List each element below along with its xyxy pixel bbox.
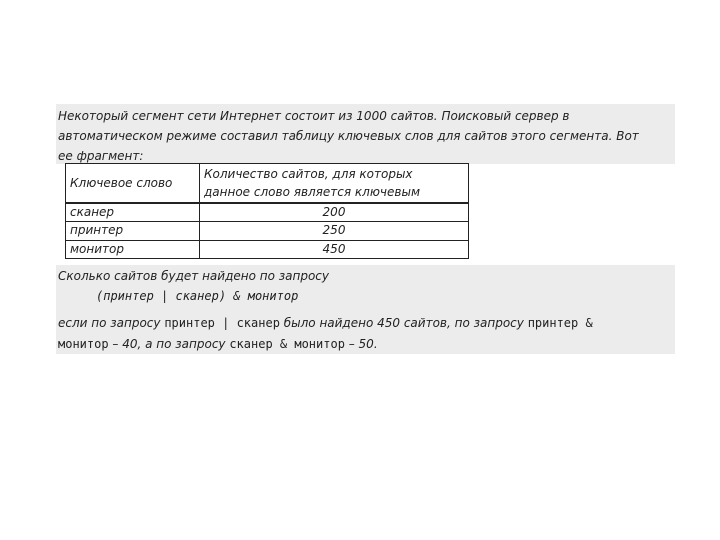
row-keyword: сканер bbox=[66, 203, 200, 222]
question-line-1: Сколько сайтов будет найдено по запросу bbox=[58, 269, 329, 283]
header-count-line-1: Количество сайтов, для которых bbox=[204, 167, 413, 181]
cond-query-and-2: сканер & монитор bbox=[229, 337, 345, 351]
keyword-table bbox=[65, 163, 469, 259]
table-header-row bbox=[66, 164, 469, 204]
header-count-line-2: данное слово является ключевым bbox=[204, 185, 420, 199]
intro-line-2: автоматическом режиме составил таблицу ключевых слов для сайтов этого сегмента. Вот bbox=[58, 129, 639, 143]
intro-block bbox=[56, 104, 675, 164]
row-keyword: принтер bbox=[66, 222, 200, 240]
header-keyword: Ключевое слово bbox=[66, 164, 200, 204]
query-expression: (принтер | сканер) & монитор bbox=[96, 289, 299, 303]
row-keyword: монитор bbox=[66, 240, 200, 258]
cond-query-or: принтер | сканер bbox=[164, 316, 280, 330]
cond-text-f: – 40, а по запросу bbox=[108, 337, 230, 351]
condition-line-1 bbox=[58, 314, 593, 332]
cond-text-c: было найдено 450 сайтов, по запросу bbox=[279, 316, 528, 330]
row-count: 250 bbox=[200, 222, 469, 240]
cond-text-h: – 50. bbox=[344, 337, 378, 351]
table-row bbox=[66, 240, 469, 258]
condition-line-2 bbox=[58, 335, 378, 353]
cond-query-and-1: принтер & bbox=[527, 316, 593, 330]
row-count: 450 bbox=[200, 240, 469, 258]
cond-query-and-1-cont: монитор bbox=[58, 337, 109, 351]
header-count bbox=[200, 164, 469, 204]
intro-line-1: Некоторый сегмент сети Интернет состоит из 1000 сайтов. Поисковый сервер в bbox=[58, 109, 570, 123]
table-row bbox=[66, 222, 469, 240]
row-count: 200 bbox=[200, 203, 469, 222]
table-row bbox=[66, 203, 469, 222]
question-block bbox=[56, 265, 675, 354]
cond-text-a: если по запросу bbox=[58, 316, 165, 330]
intro-line-3: ее фрагмент: bbox=[58, 149, 144, 163]
